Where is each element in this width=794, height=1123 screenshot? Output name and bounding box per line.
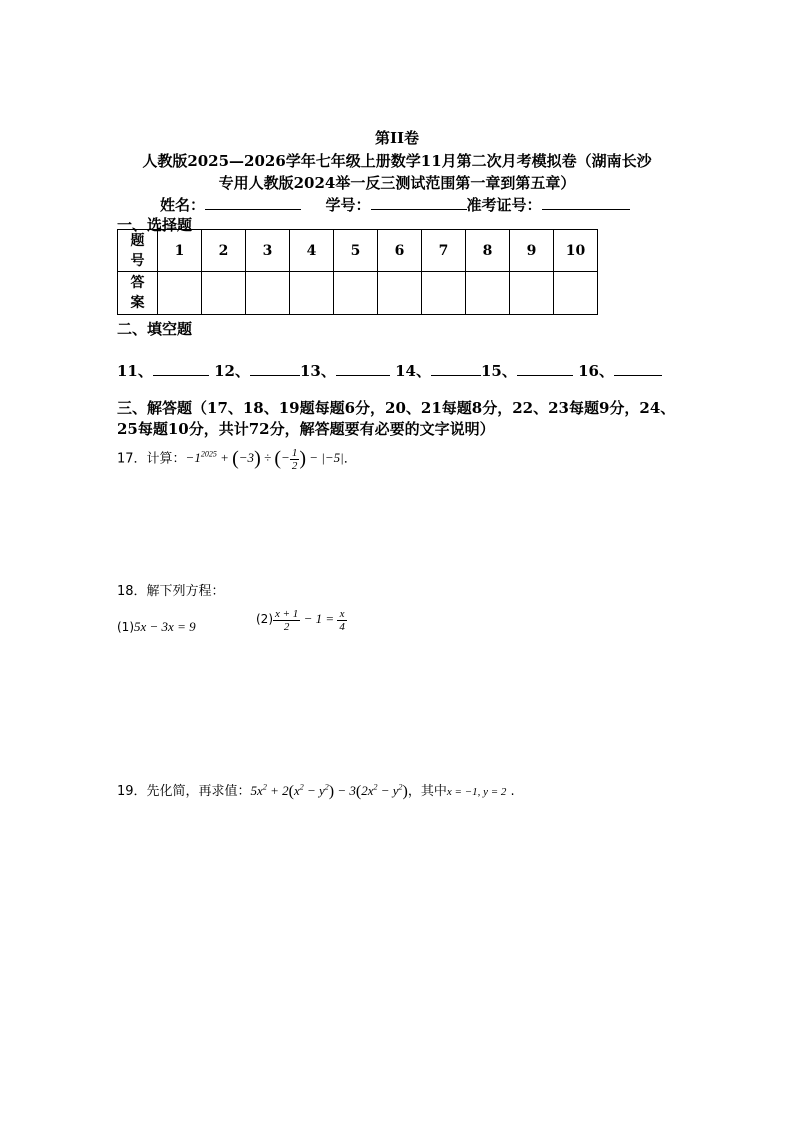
blank-15[interactable] xyxy=(517,361,573,376)
student-id-field[interactable] xyxy=(371,195,467,210)
answer-cell[interactable] xyxy=(554,272,598,315)
answer-cell[interactable] xyxy=(158,272,202,315)
row-header-answer: 答 案 xyxy=(118,272,158,315)
number-cell: 6 xyxy=(378,230,422,272)
answer-cell[interactable] xyxy=(378,272,422,315)
student-id-label: 学号： xyxy=(325,196,371,214)
q17-label: 17．计算： xyxy=(117,451,186,467)
name-field[interactable] xyxy=(205,195,301,210)
exam-number-field[interactable] xyxy=(542,195,630,210)
number-cell: 4 xyxy=(290,230,334,272)
q19-expression: $5x^2 + 2(x^2 - y^2) - 3(2x^2 - y^2)$ xyxy=(250,782,408,801)
answer-cell[interactable] xyxy=(246,272,290,315)
number-cell: 5 xyxy=(334,230,378,272)
q18-label: 18．解下列方程： xyxy=(117,584,225,599)
q19-condition: x = −1, y = 2 xyxy=(446,786,507,798)
table-row-numbers xyxy=(118,230,598,272)
section-solve-line2: 25每题10分，共计72分，解答题要有必要的文字说明） xyxy=(117,420,495,438)
number-cell: 7 xyxy=(422,230,466,272)
number-cell: 9 xyxy=(510,230,554,272)
exam-title-line1: 人教版2025—2026学年七年级上册数学11月第二次月考模拟卷（湖南长沙 xyxy=(142,152,652,170)
answer-table xyxy=(117,229,598,315)
blank-12[interactable] xyxy=(250,361,300,376)
number-cell: 3 xyxy=(246,230,290,272)
q18-part2: (2) $\frac{x + 1}{2}$ − 1 = $\frac{x}{4}$ xyxy=(256,608,345,633)
student-info-row xyxy=(160,194,630,215)
number-cell: 8 xyxy=(466,230,510,272)
table-row-answers xyxy=(118,272,598,315)
answer-cell[interactable] xyxy=(290,272,334,315)
answer-cell[interactable] xyxy=(466,272,510,315)
blank-16[interactable] xyxy=(614,361,662,376)
blank-13[interactable] xyxy=(336,361,390,376)
blank-14[interactable] xyxy=(431,361,481,376)
answer-cell[interactable] xyxy=(422,272,466,315)
number-cell: 1 xyxy=(158,230,202,272)
section-choice-title: 一、选择题 xyxy=(117,216,193,234)
q19-condition-prefix: ，其中 xyxy=(407,784,447,799)
fill-blank-row: 11、 12、 13、 14、 15、 16、 xyxy=(117,360,662,381)
section-fill-title: 二、填空题 xyxy=(117,320,193,338)
volume-title: 第II卷 xyxy=(374,129,420,147)
blank-11[interactable] xyxy=(153,361,209,376)
exam-number-label: 准考证号： xyxy=(466,196,542,214)
answer-cell[interactable] xyxy=(510,272,554,315)
q19-label: 19．先化简，再求值： xyxy=(117,784,251,799)
question-19: 19．先化简，再求值：$5x^2 + 2(x^2 - y^2) - 3(2x^2 - y^2)$，其中x = −1, y = 2 . xyxy=(117,782,515,801)
name-label: 姓名： xyxy=(160,196,206,214)
row-header-number: 题 号 xyxy=(118,230,158,272)
number-cell: 2 xyxy=(202,230,246,272)
section-solve-line1: 三、解答题（17、18、19题每题6分，20、21每题8分，22、23每题9分，24、 xyxy=(117,399,676,417)
exam-title-line2: 专用人教版2024举一反三测试范围第一章到第五章） xyxy=(218,174,576,192)
answer-cell[interactable] xyxy=(334,272,378,315)
number-cell: 10 xyxy=(554,230,598,272)
q18-part1: (1)5x − 3x = 9 xyxy=(117,619,196,634)
answer-cell[interactable] xyxy=(202,272,246,315)
question-17: 17．计算：$-1^{2025} + (-3)$ ÷ (− $\frac{1}{2}$ ) − |−5|． xyxy=(117,447,357,472)
q17-expression: $-1^{2025} + (-3)$ ÷ (− $\frac{1}{2}$ ) − |−5| xyxy=(185,447,344,472)
